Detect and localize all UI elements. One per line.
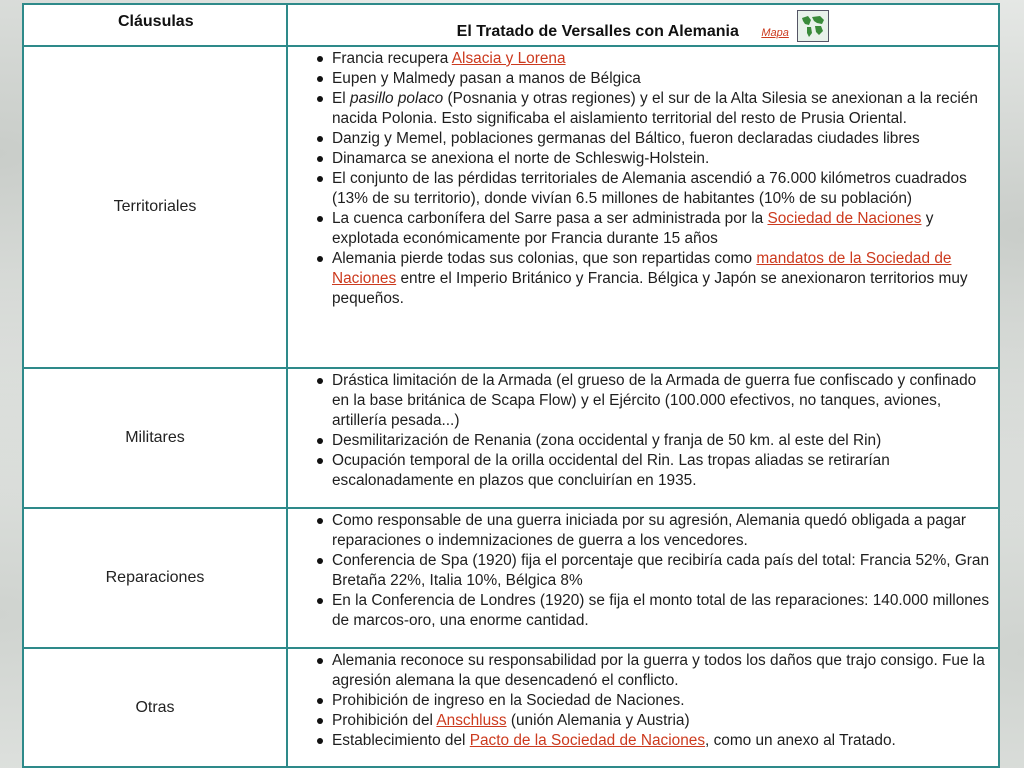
clause-item (332, 371, 994, 431)
clause-item (332, 249, 994, 309)
clause-link[interactable]: Sociedad de Naciones (767, 210, 922, 227)
clause-item (332, 731, 994, 751)
clause-text: (unión Alemania y Austria) (506, 712, 690, 729)
clause-item (332, 129, 994, 149)
clause-item (332, 149, 994, 169)
clause-text: Alemania pierde todas sus colonias, que son repartidas como (332, 250, 757, 267)
row-otras (23, 648, 999, 767)
header-clauses: Cláusulas (23, 4, 287, 46)
clause-text: Desmilitarización de Renania (zona occidental y franja de 50 km. al este del Rin) (332, 432, 882, 449)
items-cell (287, 46, 999, 368)
clause-item (332, 209, 994, 249)
clause-text: Prohibición del (332, 712, 437, 729)
clause-item (332, 551, 994, 591)
clause-emphasis: pasillo polaco (349, 90, 444, 107)
clause-item (332, 651, 994, 691)
clause-text: Dinamarca se anexiona el norte de Schleswig-Holstein. (332, 150, 710, 167)
clause-text: Conferencia de Spa (1920) fija el porcentaje que recibiría cada país del total: Francia 52%, Gran Bretaña 22%, Italia 10%, Bélgica 8% (332, 552, 990, 589)
clause-text: La cuenca carbonífera del Sarre pasa a ser administrada por la (332, 210, 768, 227)
clause-text: Establecimiento del (332, 732, 470, 749)
row-territoriales (23, 46, 999, 368)
clause-text: Alemania reconoce su responsabilidad por la guerra y todos los daños que trajo consigo. Fue la agresión alemana la que desencadenó el conflicto. (332, 652, 985, 689)
map-link[interactable]: Mapa (761, 27, 789, 39)
clause-text: Danzig y Memel, poblaciones germanas del Báltico, fueron declaradas ciudades libres (332, 130, 920, 147)
clause-text: Francia recupera (332, 50, 452, 67)
clause-text: , como un anexo al Tratado. (705, 732, 896, 749)
clause-item (332, 711, 994, 731)
clause-text: El conjunto de las pérdidas territoriales de Alemania ascendió a 76.000 kilómetros cuadrados (13% de su territorio), donde vivían 6.5 millones de habitantes (10% de su población) (332, 170, 967, 207)
clause-list (292, 511, 994, 631)
category-cell: Territoriales (23, 46, 287, 368)
clause-text: y explotada económicamente por Francia durante 15 años (332, 210, 934, 247)
clause-text: En la Conferencia de Londres (1920) se fija el monto total de las reparaciones: 140.000 millones de marcos-oro, una enorme cantidad. (332, 592, 990, 629)
clause-text: Drástica limitación de la Armada (el grueso de la Armada de guerra fue confiscado y confinado en la base británica de Scapa Flow) y el Ejército (100.000 efectivos, no tanques, aviones, artillería pesada...) (332, 372, 977, 429)
items-cell (287, 648, 999, 767)
row-militares (23, 368, 999, 508)
treaty-clauses-table (22, 3, 1000, 768)
clause-item (332, 591, 994, 631)
clause-text: (Posnania y otras regiones) y el sur de la Alta Silesia se anexionan a la recién nacida Polonia. Esto significaba el aislamiento territorial del resto de Prusia Oriental. (332, 90, 978, 127)
clause-item (332, 169, 994, 209)
category-cell: Militares (23, 368, 287, 508)
clause-link[interactable]: Anschluss (436, 712, 507, 729)
items-cell (287, 508, 999, 648)
globe-map-icon[interactable] (797, 10, 829, 42)
clause-item (332, 511, 994, 551)
category-cell: Otras (23, 648, 287, 767)
category-cell: Reparaciones (23, 508, 287, 648)
header-title-cell (287, 4, 999, 46)
clause-link[interactable]: mandatos de la Sociedad de Naciones (332, 250, 952, 287)
clause-item (332, 89, 994, 129)
clause-text: Ocupación temporal de la orilla occidental del Rin. Las tropas aliadas se retirarían escalonadamente en plazos que concluirían en 1935. (332, 452, 890, 489)
clause-text: entre el Imperio Británico y Francia. Bélgica y Japón se anexionaron territorios muy pequeños. (332, 270, 968, 307)
clause-item (332, 49, 994, 69)
clause-item (332, 69, 994, 89)
clause-text: Como responsable de una guerra iniciada por su agresión, Alemania quedó obligada a pagar reparaciones o indemnizaciones de guerra a los vencedores. (332, 512, 967, 549)
header-title: El Tratado de Versalles con Alemania (456, 23, 739, 40)
clause-item (332, 691, 994, 711)
clause-item (332, 431, 994, 451)
clause-text: El (332, 90, 350, 107)
items-cell (287, 368, 999, 508)
clause-link[interactable]: Pacto de la Sociedad de Naciones (469, 732, 706, 749)
clause-list (292, 371, 994, 491)
clause-list (292, 49, 994, 309)
table-header-row (23, 4, 999, 46)
clause-list (292, 651, 994, 751)
clause-text: Eupen y Malmedy pasan a manos de Bélgica (332, 70, 641, 87)
clause-text: Prohibición de ingreso en la Sociedad de Naciones. (332, 692, 685, 709)
clause-link[interactable]: Alsacia y Lorena (451, 50, 566, 67)
clause-item (332, 451, 994, 491)
row-reparaciones (23, 508, 999, 648)
